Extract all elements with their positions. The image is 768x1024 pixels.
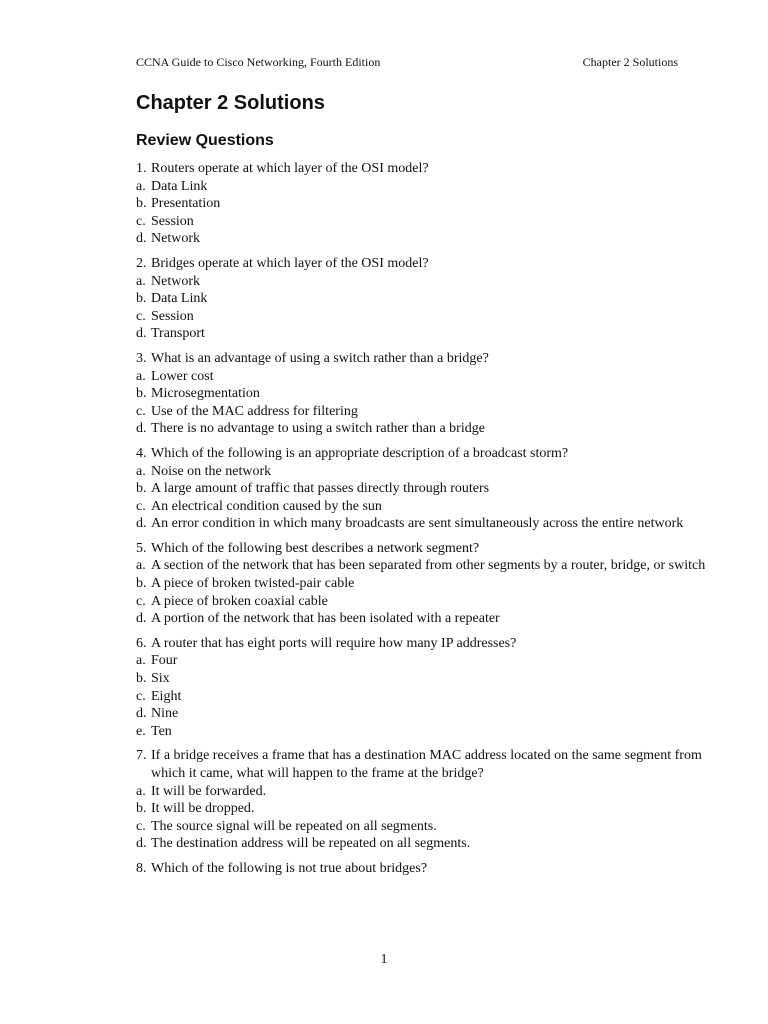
option-text: Session <box>151 213 194 229</box>
question-number: 1. <box>136 161 147 176</box>
answer-option <box>136 498 716 516</box>
option-label: d. <box>136 326 147 342</box>
answer-option <box>136 368 716 386</box>
header-chapter: Chapter 2 Solutions <box>582 55 678 69</box>
option-label: c. <box>136 213 146 229</box>
question-item <box>136 160 716 248</box>
option-text: It will be dropped. <box>151 801 255 817</box>
option-text: Nine <box>151 706 179 722</box>
option-label: a. <box>136 463 146 479</box>
question-number: 8. <box>136 860 147 876</box>
answer-option <box>136 783 716 801</box>
question-stem <box>136 747 716 782</box>
option-text: Use of the MAC address for filtering <box>151 403 358 419</box>
option-text: A large amount of traffic that passes directly through routers <box>151 481 490 497</box>
question-item <box>136 635 716 741</box>
answer-option <box>136 230 716 248</box>
answer-option <box>136 385 716 403</box>
answer-option <box>136 688 716 706</box>
answer-option <box>136 800 716 818</box>
question-number: 3. <box>136 350 147 366</box>
question-stem <box>136 160 716 178</box>
option-label: a. <box>136 783 146 799</box>
answer-option <box>136 723 716 741</box>
option-label: a. <box>136 178 146 194</box>
option-label: d. <box>136 421 147 437</box>
option-text: Transport <box>151 326 205 342</box>
option-label: d. <box>136 706 147 722</box>
option-text: Microsegmentation <box>151 386 260 402</box>
option-text: Data Link <box>151 291 208 307</box>
option-label: a. <box>136 558 146 574</box>
question-text: A router that has eight ports will require how many IP addresses? <box>151 635 517 651</box>
option-label: c. <box>136 818 146 834</box>
option-text: The source signal will be repeated on all segments. <box>151 818 437 834</box>
question-text: Which of the following is an appropriate description of a broadcast storm? <box>151 445 569 461</box>
option-text: Eight <box>151 688 182 704</box>
option-label: b. <box>136 671 147 687</box>
answer-option <box>136 575 716 593</box>
option-text: Four <box>151 653 178 669</box>
question-item <box>136 860 716 878</box>
option-text: It will be forwarded. <box>151 783 267 799</box>
question-text: What is an advantage of using a switch rather than a bridge? <box>151 350 489 366</box>
question-number: 5. <box>136 540 147 556</box>
option-text: The destination address will be repeated on all segments. <box>151 836 471 852</box>
answer-option <box>136 670 716 688</box>
option-label: a. <box>136 368 146 384</box>
option-label: c. <box>136 498 146 514</box>
question-stem <box>136 635 716 653</box>
section-title: Review Questions <box>136 132 274 149</box>
answer-option <box>136 557 716 575</box>
answer-option <box>136 325 716 343</box>
option-text: Ten <box>151 723 172 739</box>
question-stem <box>136 860 716 878</box>
option-text: Network <box>151 231 200 247</box>
answer-option <box>136 420 716 438</box>
question-text: If a bridge receives a frame that has a destination MAC address located on the same segment from which it came, what will happen to the frame at the bridge? <box>151 748 702 781</box>
question-item <box>136 445 716 533</box>
question-text: Which of the following best describes a network segment? <box>151 540 480 556</box>
question-item <box>136 255 716 343</box>
answer-option <box>136 403 716 421</box>
question-text: Which of the following is not true about bridges? <box>151 860 428 876</box>
option-label: b. <box>136 576 147 592</box>
question-number: 7. <box>136 748 147 764</box>
question-stem <box>136 445 716 463</box>
answer-option <box>136 610 716 628</box>
answer-option <box>136 290 716 308</box>
header-book-title: CCNA Guide to Cisco Networking, Fourth Edition <box>136 55 381 69</box>
option-text: There is no advantage to using a switch rather than a bridge <box>151 421 485 437</box>
option-label: b. <box>136 291 147 307</box>
answer-option <box>136 308 716 326</box>
option-text: Noise on the network <box>151 463 272 479</box>
answer-option <box>136 195 716 213</box>
option-label: c. <box>136 308 146 324</box>
question-list <box>136 160 716 885</box>
running-header <box>136 55 678 70</box>
option-label: c. <box>136 403 146 419</box>
option-text: A piece of broken twisted-pair cable <box>151 576 355 592</box>
option-text: An electrical condition caused by the sun <box>151 498 382 514</box>
option-label: a. <box>136 273 146 289</box>
question-stem <box>136 350 716 368</box>
answer-option <box>136 273 716 291</box>
answer-option <box>136 593 716 611</box>
option-label: a. <box>136 653 146 669</box>
option-text: A portion of the network that has been isolated with a repeater <box>151 611 500 627</box>
page-number: 1 <box>380 952 388 967</box>
option-text: An error condition in which many broadcasts are sent simultaneously across the entire network <box>151 516 684 532</box>
question-text: Bridges operate at which layer of the OSI model? <box>151 255 429 271</box>
chapter-title: Chapter 2 Solutions <box>136 92 325 114</box>
option-text: A piece of broken coaxial cable <box>151 593 328 609</box>
answer-option <box>136 178 716 196</box>
answer-option <box>136 835 716 853</box>
option-label: d. <box>136 231 147 247</box>
option-text: A section of the network that has been separated from other segments by a router, bridge, or switch <box>151 558 706 574</box>
option-text: Data Link <box>151 178 208 194</box>
option-label: e. <box>136 723 146 739</box>
option-text: Lower cost <box>151 368 214 384</box>
option-text: Network <box>151 273 200 289</box>
question-item <box>136 747 716 853</box>
option-label: d. <box>136 516 147 532</box>
answer-option <box>136 515 716 533</box>
answer-option <box>136 652 716 670</box>
option-text: Six <box>151 671 170 687</box>
answer-option <box>136 463 716 481</box>
option-label: b. <box>136 386 147 402</box>
answer-option <box>136 818 716 836</box>
answer-option <box>136 480 716 498</box>
option-text: Session <box>151 308 194 324</box>
question-stem <box>136 540 716 558</box>
option-label: c. <box>136 688 146 704</box>
option-label: b. <box>136 481 147 497</box>
question-item <box>136 350 716 438</box>
question-item <box>136 540 716 628</box>
question-text: Routers operate at which layer of the OSI model? <box>151 161 429 176</box>
option-label: d. <box>136 836 147 852</box>
question-stem <box>136 255 716 273</box>
option-label: c. <box>136 593 146 609</box>
question-number: 4. <box>136 445 147 461</box>
answer-option <box>136 705 716 723</box>
option-label: d. <box>136 611 147 627</box>
option-label: b. <box>136 801 147 817</box>
question-number: 2. <box>136 255 147 271</box>
option-text: Presentation <box>151 196 221 212</box>
answer-option <box>136 213 716 231</box>
question-number: 6. <box>136 635 147 651</box>
option-label: b. <box>136 196 147 212</box>
